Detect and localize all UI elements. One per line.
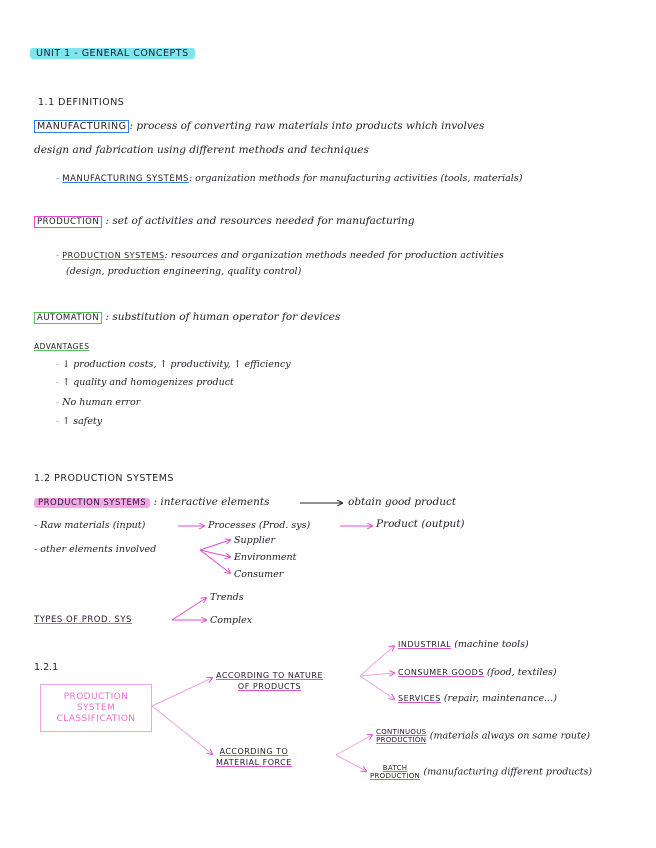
production-systems-term-highlight: PRODUCTION SYSTEMS [34,498,150,508]
classification-box: PRODUCTION SYSTEM CLASSIFICATION [40,684,152,732]
flow-output: Product (output) [376,518,465,530]
arrow-supplier [200,540,230,550]
advantage-item: - ↓ production costs, ↑ productivity, ↑ efficiency [56,359,291,370]
arrow-consumer-goods [360,673,394,676]
section-heading-definitions: 1.1 DEFINITIONS [38,97,125,108]
manufacturing-term: MANUFACTURING [34,120,129,133]
production-systems-definition: - PRODUCTION SYSTEMS: resources and organization methods needed for production activities [56,250,504,261]
other-element-item: Supplier [234,535,276,546]
arrow-force [152,706,212,754]
advantage-item: - ↑ safety [56,416,103,427]
advantage-item: - No human error [56,397,141,408]
types-item: Complex [210,615,253,626]
nature-of-products-branch: ACCORDING TO NATURE OF PRODUCTS [216,671,324,691]
flow-input: - Raw materials (input) [34,520,146,531]
arrow-continuous [336,735,372,755]
production-systems-def-line2: (design, production engineering, quality control) [66,266,302,277]
other-element-item: Consumer [234,569,284,580]
manufacturing-def-line1: : process of converting raw materials into products which involves [129,120,485,132]
other-element-item: Environment [234,552,297,563]
force-item-batch: BATCH PRODUCTION (manufacturing different products) [370,764,593,780]
subsection-heading: 1.2.1 [34,662,59,673]
advantages-heading: ADVANTAGES [34,342,90,351]
nature-item: CONSUMER GOODS (food, textiles) [398,667,557,678]
unit-title: UNIT 1 - GENERAL CONCEPTS [30,47,195,60]
advantage-item: - ↑ quality and homogenizes product [56,377,234,388]
section-heading-production-systems: 1.2 PRODUCTION SYSTEMS [34,473,174,484]
types-item: Trends [210,592,244,603]
production-systems-term-line: PRODUCTION SYSTEMS : interactive elements [34,496,269,510]
arrow-batch [336,755,366,771]
other-elements-label: - other elements involved [34,544,157,555]
automation-term: AUTOMATION [34,312,102,324]
manufacturing-def-line2: design and fabrication using different methods and techniques [34,144,369,156]
manufacturing-systems-term: MANUFACTURING SYSTEMS [62,174,189,184]
material-force-branch: ACCORDING TO MATERIAL FORCE [216,747,292,767]
flow-process: Processes (Prod. sys) [208,520,311,531]
production-systems-def-result: obtain good product [348,496,457,508]
production-systems-term: PRODUCTION SYSTEMS [62,251,165,260]
arrow-services [360,676,394,699]
arrow-trends [172,598,206,620]
nature-item: SERVICES (repair, maintenance...) [398,693,557,704]
force-item-continuous: CONTINUOUS PRODUCTION (materials always on same route) [376,728,591,744]
manufacturing-systems-definition: - MANUFACTURING SYSTEMS: organization methods for manufacturing activities (tools, materials) [56,173,523,184]
nature-item: INDUSTRIAL (machine tools) [398,639,529,650]
production-term: PRODUCTION [34,216,102,228]
types-label: TYPES OF PROD. SYS [34,615,132,625]
arrow-nature [152,678,212,706]
automation-definition: AUTOMATION : substitution of human operator for devices [34,311,340,325]
production-definition: PRODUCTION : set of activities and resources needed for manufacturing [34,215,415,229]
arrow-industrial [360,646,394,676]
